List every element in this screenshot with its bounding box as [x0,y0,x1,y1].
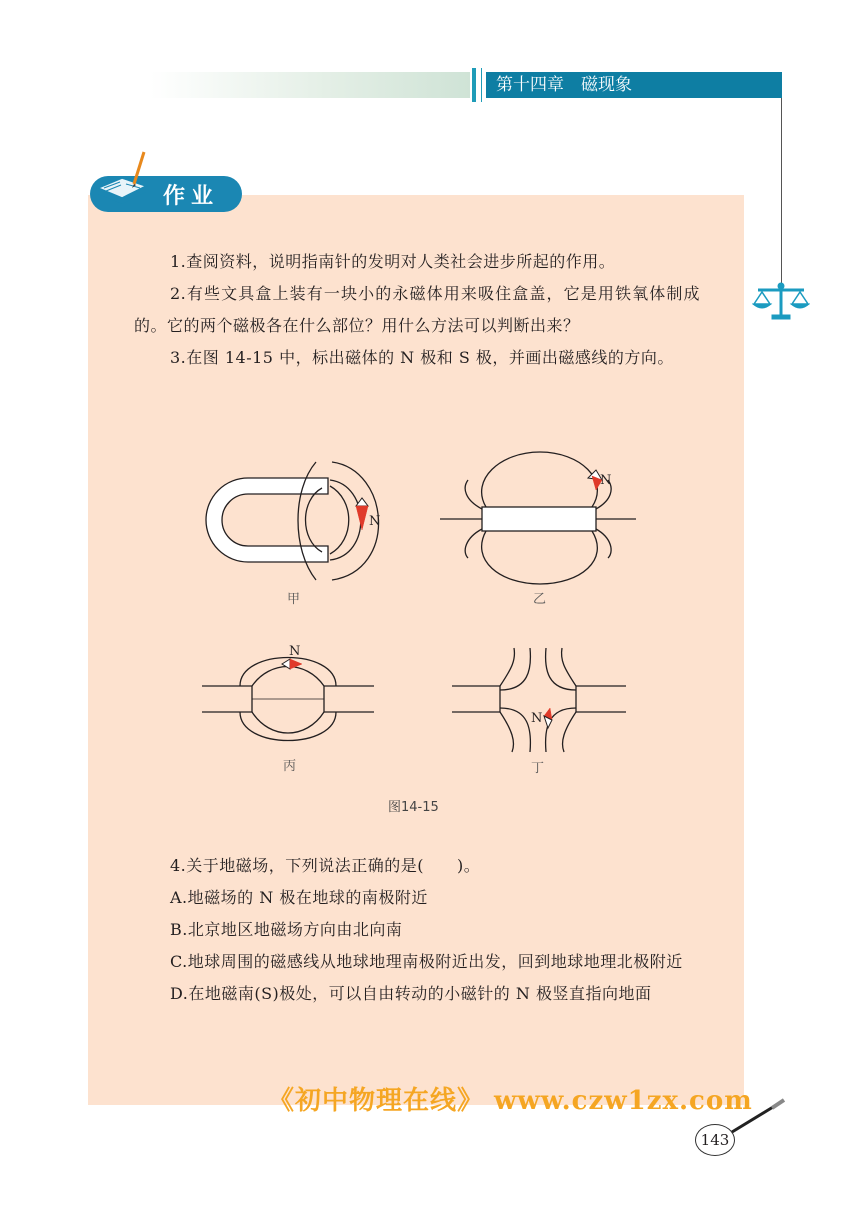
page-number: 143 [695,1124,735,1156]
question-2: 2.有些文具盒上装有一块小的永磁体用来吸住盒盖，它是用铁氧体制成的。它的两个磁极各在什么部位？用什么方法可以判断出来？ [134,284,700,335]
option-c: C.地球周围的磁感线从地球地理南极附近出发，回到地球地理北极附近 [170,952,683,971]
watermark: 《初中物理在线》 www.czw1zx.com [268,1086,753,1116]
questions-1-3 [134,246,700,374]
side-rule [781,98,782,286]
label-bing: 丙 [283,759,297,774]
balance-scale-icon [752,282,810,322]
header-gradient [150,72,470,98]
diagram-bing [202,658,374,741]
question-4: 4.关于地磁场，下列说法正确的是( )。 [170,856,481,875]
diagram-jia [206,462,379,580]
needle-label-ding: N [531,711,543,726]
needle-label-bing: N [289,644,301,659]
question-3: 3.在图 14-15 中，标出磁体的 N 极和 S 极，并画出磁感线的方向。 [170,348,674,367]
diagram-ding [452,648,626,752]
option-a: A.地磁场的 N 极在地球的南极附近 [170,888,428,907]
needle-label-yi: N [600,473,612,488]
option-d: D.在地磁南(S)极处，可以自由转动的小磁针的 N 极竖直指向地面 [170,984,652,1003]
figure-14-15 [190,450,650,790]
label-yi: 乙 [533,592,547,607]
book-pencil-icon [92,148,162,212]
header-separator [472,68,476,102]
needle-label-jia: N [369,514,381,529]
question-1: 1.查阅资料，说明指南针的发明对人类社会进步所起的作用。 [170,252,616,271]
header-separator-thin [481,68,482,102]
section-title: 作业 [163,184,220,209]
pen-icon [728,1098,788,1138]
chapter-title: 第十四章 磁现象 [486,72,782,98]
diagram-yi [440,452,636,584]
question-4-block [134,850,700,1010]
label-jia: 甲 [287,592,301,607]
option-b: B.北京地区地磁场方向由北向南 [170,920,403,939]
label-ding: 丁 [531,761,545,776]
figure-caption: 图14-15 [388,800,439,815]
